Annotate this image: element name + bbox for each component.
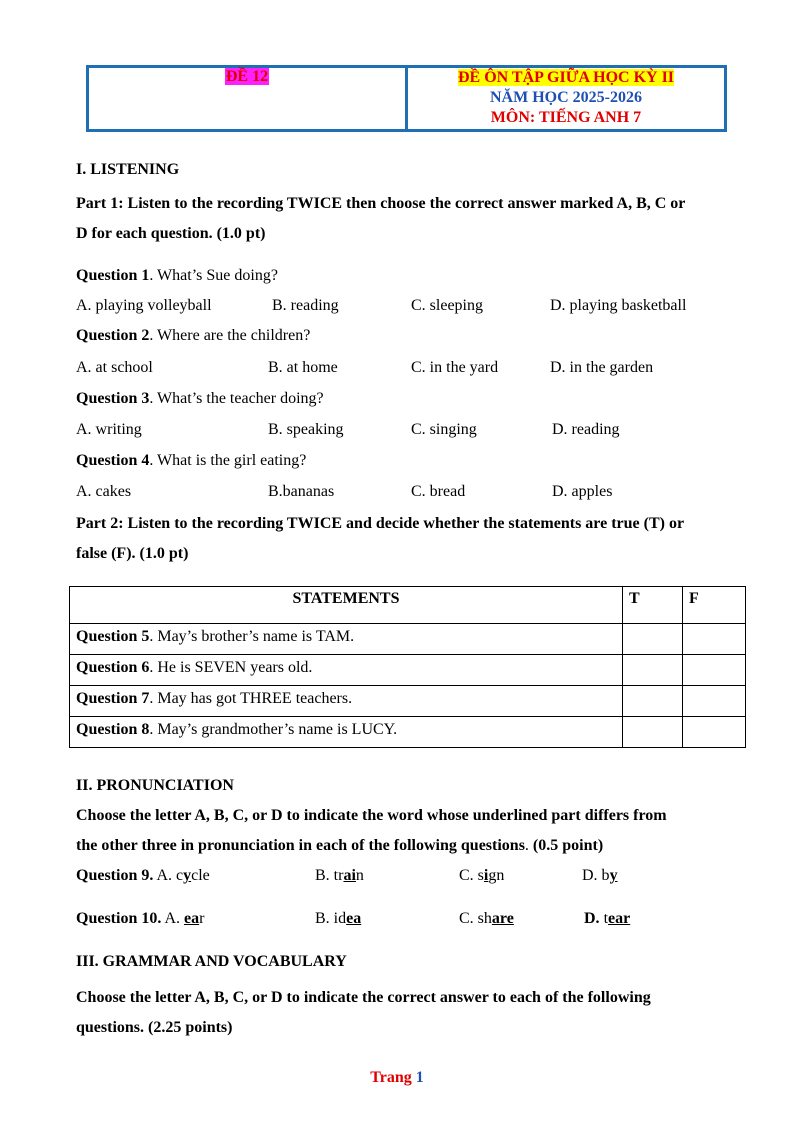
- statement-5: Question 5. May’s brother’s name is TAM.: [70, 624, 623, 655]
- q10-option-c: C. share: [459, 910, 514, 927]
- exam-title: [408, 68, 724, 128]
- q2-option-a: A. at school: [76, 359, 153, 376]
- answer-cell-f[interactable]: [683, 624, 746, 655]
- q9-option-d: D. by: [582, 867, 618, 884]
- subject: MÔN: TIẾNG ANH 7: [490, 109, 642, 126]
- answer-cell-f[interactable]: [683, 655, 746, 686]
- exam-number: [89, 68, 405, 86]
- footer-label: Trang: [370, 1069, 412, 1086]
- grammar-heading: III. GRAMMAR AND VOCABULARY: [76, 953, 347, 970]
- grammar-instruction-2: questions. (2.25 points): [76, 1019, 233, 1036]
- question-10: Question 10. A. ear: [76, 910, 205, 927]
- answer-cell-t[interactable]: [623, 624, 683, 655]
- part2-instruction-2: false (F). (1.0 pt): [76, 545, 189, 562]
- q1-option-c: C. sleeping: [411, 297, 483, 314]
- answer-cell-t[interactable]: [623, 686, 683, 717]
- q10-option-d: D. tear: [584, 910, 631, 927]
- part2-instruction-1: Part 2: Listen to the recording TWICE and decide whether the statements are true (T) or: [76, 515, 685, 532]
- school-year: NĂM HỌC 2025-2026: [490, 89, 642, 106]
- q10-option-b: B. idea: [315, 910, 362, 927]
- q1-option-d: D. playing basketball: [550, 297, 687, 314]
- page-footer: [0, 1069, 794, 1087]
- answer-cell-t[interactable]: [623, 717, 683, 748]
- question-2: Question 2. Where are the children?: [76, 327, 311, 344]
- q4-option-c: C. bread: [411, 483, 466, 500]
- q3-option-d: D. reading: [552, 421, 620, 438]
- q9-option-b: B. train: [315, 867, 364, 884]
- statements-table: [69, 586, 746, 748]
- question-1: Question 1. What’s Sue doing?: [76, 267, 278, 284]
- page-number: 1: [415, 1069, 424, 1086]
- table-row: [70, 624, 746, 655]
- table-row: [70, 717, 746, 748]
- statement-6: Question 6. He is SEVEN years old.: [70, 655, 623, 686]
- table-header-row: [70, 587, 746, 624]
- answer-cell-t[interactable]: [623, 655, 683, 686]
- listening-heading: I. LISTENING: [76, 161, 180, 178]
- q3-option-b: B. speaking: [268, 421, 344, 438]
- q2-option-d: D. in the garden: [550, 359, 654, 376]
- question-3: Question 3. What’s the teacher doing?: [76, 390, 324, 407]
- q1-option-a: A. playing volleyball: [76, 297, 212, 314]
- answer-cell-f[interactable]: [683, 717, 746, 748]
- pronunciation-instruction-2: the other three in pronunciation in each of the following questions. (0.5 point): [76, 837, 604, 854]
- question-4: Question 4. What is the girl eating?: [76, 452, 307, 469]
- answer-cell-f[interactable]: [683, 686, 746, 717]
- q1-option-b: B. reading: [272, 297, 339, 314]
- q4-option-d: D. apples: [552, 483, 613, 500]
- header-true: T: [623, 587, 683, 624]
- statement-7: Question 7. May has got THREE teachers.: [70, 686, 623, 717]
- exam-title-line1: ĐỀ ÔN TẬP GIỮA HỌC KỲ II: [457, 69, 675, 86]
- table-row: [70, 686, 746, 717]
- q4-option-b: B.bananas: [268, 483, 335, 500]
- part1-instruction-2: D for each question. (1.0 pt): [76, 225, 266, 242]
- q2-option-b: B. at home: [268, 359, 338, 376]
- q3-option-a: A. writing: [76, 421, 142, 438]
- header-false: F: [683, 587, 746, 624]
- exam-number-label: ĐỀ 12: [225, 68, 269, 85]
- q4-option-a: A. cakes: [76, 483, 132, 500]
- statement-8: Question 8. May’s grandmother’s name is LUCY.: [70, 717, 623, 748]
- pronunciation-instruction-1: Choose the letter A, B, C, or D to indicate the word whose underlined part differs from: [76, 807, 667, 824]
- q3-option-c: C. singing: [411, 421, 477, 438]
- part1-instruction-1: Part 1: Listen to the recording TWICE then choose the correct answer marked A, B, C or: [76, 195, 686, 212]
- question-9: Question 9. A. cycle: [76, 867, 210, 884]
- header-statements: STATEMENTS: [70, 587, 623, 624]
- grammar-instruction-1: Choose the letter A, B, C, or D to indicate the correct answer to each of the following: [76, 989, 651, 1006]
- q2-option-c: C. in the yard: [411, 359, 499, 376]
- q9-option-c: C. sign: [459, 867, 505, 884]
- table-row: [70, 655, 746, 686]
- pronunciation-heading: II. PRONUNCIATION: [76, 777, 234, 794]
